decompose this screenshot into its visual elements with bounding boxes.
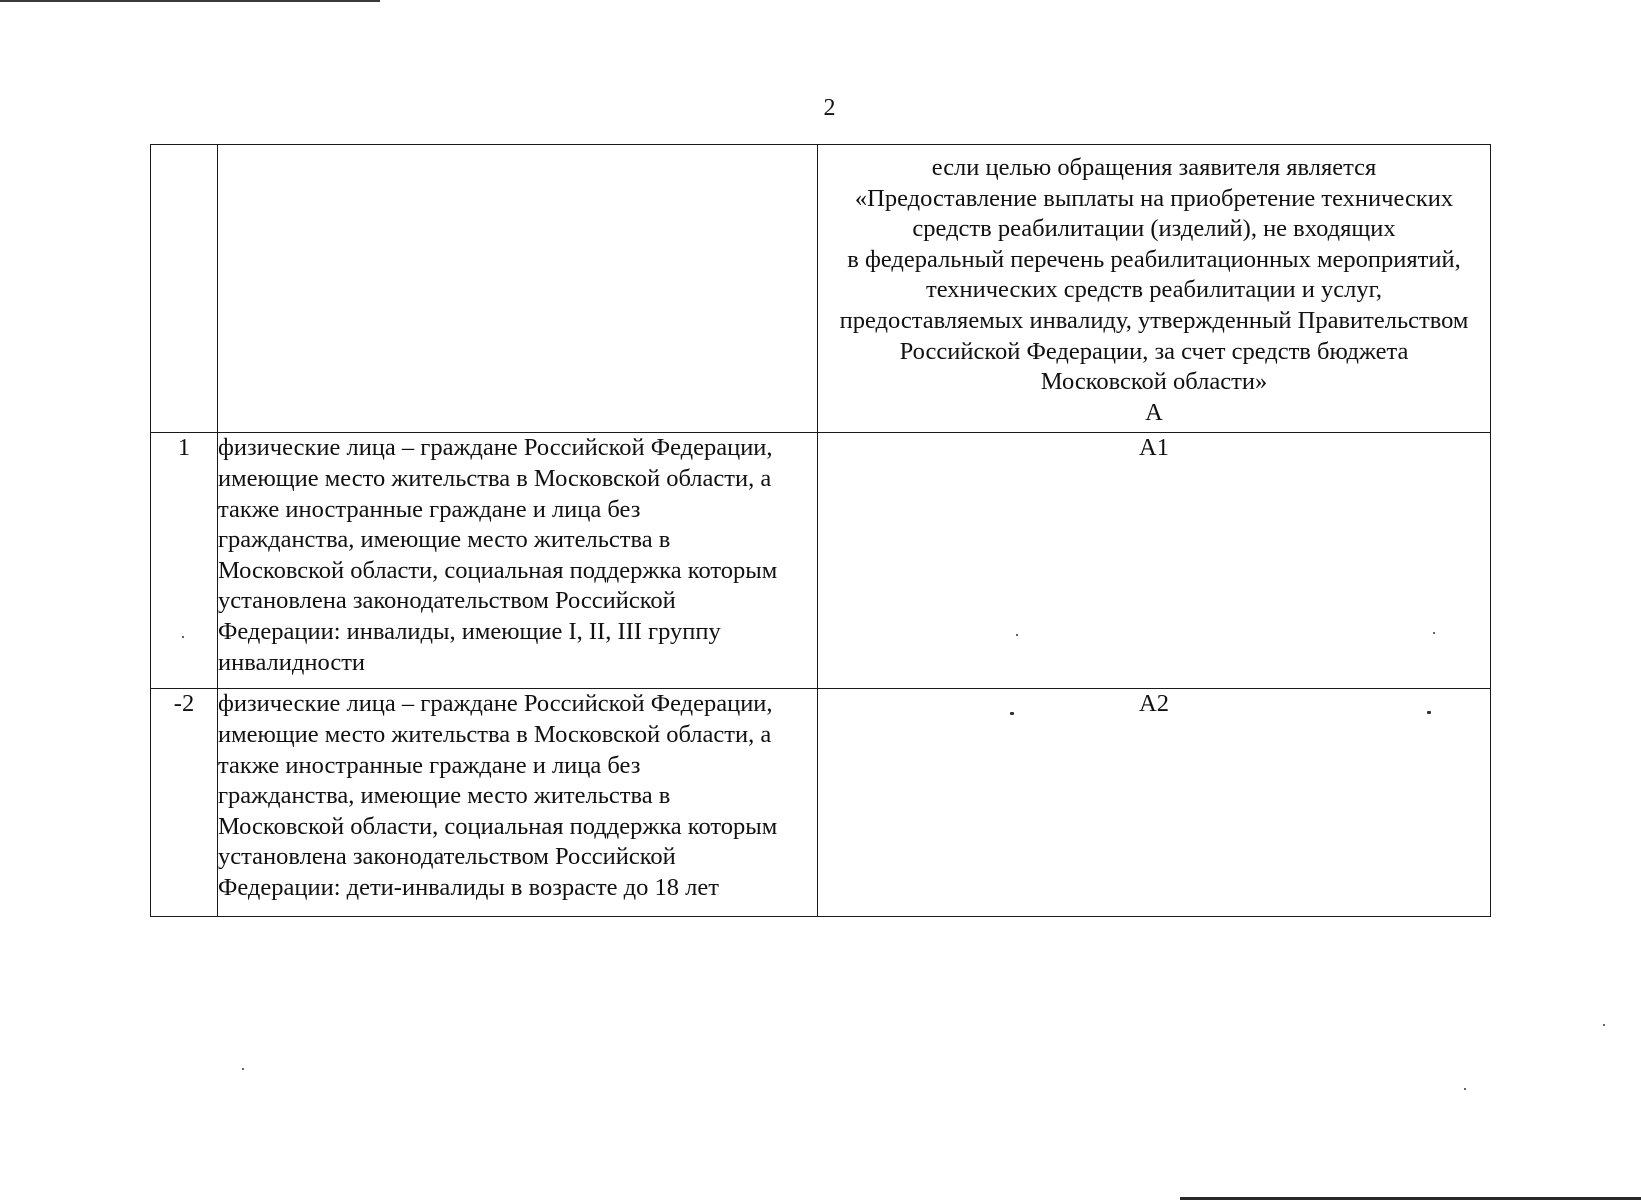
header-column-code: А <box>1145 398 1163 426</box>
scan-speck <box>1603 1024 1605 1026</box>
description-line: также иностранные граждане и лица без <box>218 751 641 779</box>
page-number: 2 <box>823 95 836 121</box>
header-line: в федеральный перечень реабилитационных мероприятий, <box>847 245 1461 273</box>
description-line: инвалидности <box>218 648 366 676</box>
header-line: если целью обращения заявителя является <box>931 154 1377 181</box>
header-description-cell <box>218 145 818 433</box>
header-line: «Предоставление выплаты на приобретение технических <box>854 184 1454 212</box>
description-line: гражданства, имеющие место жительства в <box>218 782 671 810</box>
scan-speck <box>242 1068 244 1070</box>
description-line: Московской области, социальная поддержка которым <box>218 812 778 840</box>
header-line: Московской области» <box>1040 368 1268 396</box>
scan-speck <box>1464 1088 1466 1090</box>
description-line: установлена законодательством Российской <box>218 843 676 871</box>
header-line: средств реабилитации (изделий), не входящих <box>912 215 1396 243</box>
header-line: Российской Федерации, за счет средств бюджета <box>899 337 1409 365</box>
header-value-cell <box>818 145 1491 433</box>
description-line: Федерации: дети-инвалиды в возрасте до 18 лет <box>218 873 719 901</box>
scan-speck <box>1016 634 1018 636</box>
table-header-row <box>151 145 1491 433</box>
table-row <box>151 689 1491 917</box>
description-line: также иностранные граждане и лица без <box>218 495 641 523</box>
description-line: Московской области, социальная поддержка которым <box>218 556 778 584</box>
scan-speck <box>1427 711 1431 714</box>
table-row <box>151 433 1491 689</box>
criteria-table <box>150 144 1491 917</box>
row-number: 1 <box>151 433 218 689</box>
header-value-text <box>818 145 1490 432</box>
row-description <box>218 689 818 917</box>
description-line: имеющие место жительства в Московской области, а <box>218 720 772 748</box>
description-line: имеющие место жительства в Московской области, а <box>218 464 772 492</box>
header-line: предоставляемых инвалиду, утвержденный Правительством <box>839 306 1469 334</box>
description-line: физические лица – граждане Российской Федерации, <box>218 690 773 718</box>
description-line: гражданства, имеющие место жительства в <box>218 526 671 554</box>
description-line: установлена законодательством Российской <box>218 587 676 615</box>
description-line: физические лица – граждане Российской Федерации, <box>218 434 773 462</box>
row-description <box>218 433 818 689</box>
scan-speck <box>1010 712 1014 715</box>
row-value: А1 <box>818 433 1491 689</box>
header-number-cell <box>151 145 218 433</box>
row-number: -2 <box>151 689 218 917</box>
header-line: технических средств реабилитации и услуг, <box>925 276 1382 304</box>
scan-speck <box>182 636 184 638</box>
scan-edge-top <box>0 0 380 2</box>
row-value: А2 <box>818 689 1491 917</box>
description-line: Федерации: инвалиды, имеющие I, II, III группу <box>218 617 721 645</box>
scan-speck <box>1433 632 1435 634</box>
